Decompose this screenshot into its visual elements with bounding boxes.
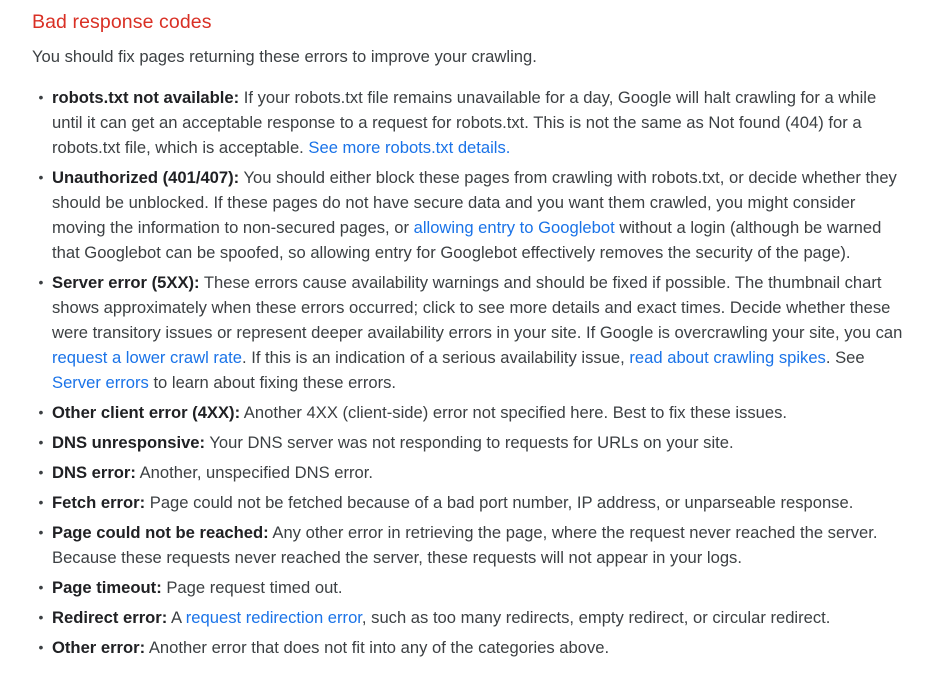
bullet-icon: • (38, 609, 44, 625)
list-item-other-error (38, 635, 916, 660)
item-text: These errors cause availability warnings and should be fixed if possible. The thumbnail chart shows approximately when these errors occurred; click to see more details and exact times. Decide whether these were transitory issues or represent deeper availability errors in your site. If Google is overcrawling your site, you can (52, 273, 903, 342)
link-request-redirection-error[interactable]: request redirection error (185, 608, 362, 627)
list-item-redirect-error (38, 605, 916, 630)
list-item-fetch-error (38, 490, 916, 515)
item-text: A (167, 608, 186, 627)
item-term: Unauthorized (401/407): (52, 168, 240, 187)
bullet-icon: • (38, 464, 44, 480)
item-term: Other client error (4XX): (52, 403, 241, 422)
item-term: Other error: (52, 638, 146, 657)
item-text: Your DNS server was not responding to requests for URLs on your site. (205, 433, 734, 452)
item-text: to learn about fixing these errors. (148, 373, 397, 392)
item-text: , such as too many redirects, empty redirect, or circular redirect. (361, 608, 831, 627)
item-text: . See (825, 348, 865, 367)
item-text: Page could not be fetched because of a bad port number, IP address, or unparseable response. (145, 493, 854, 512)
list-item-robots-txt (38, 85, 916, 160)
item-text: Another 4XX (client-side) error not specified here. Best to fix these issues. (240, 403, 788, 422)
bullet-icon: • (38, 169, 44, 185)
list-item-dns-unresponsive (38, 430, 916, 455)
bullet-icon: • (38, 89, 44, 105)
item-term: robots.txt not available: (52, 88, 240, 107)
bullet-icon: • (38, 404, 44, 420)
list-item-page-timeout (38, 575, 916, 600)
bullet-icon: • (38, 579, 44, 595)
link-robots-txt-details[interactable]: See more robots.txt details. (308, 138, 511, 157)
list-item-dns-error (38, 460, 916, 485)
item-text: You should either block these pages from crawling with robots.txt, or decide whether they should be unblocked. If these pages do not have secure data and you want them crawled, you might consider moving the information to non-secured pages, or (52, 168, 897, 237)
item-term: Redirect error: (52, 608, 168, 627)
bullet-icon: • (38, 494, 44, 510)
link-allowing-entry-googlebot[interactable]: allowing entry to Googlebot (413, 218, 615, 237)
item-text: Any other error in retrieving the page, where the request never reached the server. Because these requests never reached the server, these requests will not appear in your logs. (52, 523, 878, 567)
item-text: If your robots.txt file remains unavailable for a day, Google will halt crawling for a while until it can get an acceptable response to a request for robots.txt. This is not the same as Not found (404) for a robots.txt file, which is acceptable. (52, 88, 877, 157)
list-item-other-client-error (38, 400, 916, 425)
intro-paragraph: You should fix pages returning these errors to improve your crawling. (32, 47, 537, 66)
list-item-unauthorized (38, 165, 916, 265)
link-lower-crawl-rate[interactable]: request a lower crawl rate (52, 348, 242, 367)
link-server-errors[interactable]: Server errors (52, 373, 149, 392)
item-term: Server error (5XX): (52, 273, 200, 292)
list-item-server-error (38, 270, 916, 395)
item-term: Page could not be reached: (52, 523, 269, 542)
bullet-icon: • (38, 524, 44, 540)
bullet-icon: • (38, 639, 44, 655)
item-text: . If this is an indication of a serious availability issue, (242, 348, 630, 367)
link-crawling-spikes[interactable]: read about crawling spikes (629, 348, 826, 367)
error-list (32, 85, 916, 660)
bullet-icon: • (38, 274, 44, 290)
item-term: DNS unresponsive: (52, 433, 206, 452)
bullet-icon: • (38, 434, 44, 450)
section-title: Bad response codes (32, 11, 212, 33)
item-text: Page request timed out. (161, 578, 343, 597)
item-term: Fetch error: (52, 493, 146, 512)
item-text: Another error that does not fit into any of the categories above. (145, 638, 610, 657)
item-term: Page timeout: (52, 578, 162, 597)
list-item-page-not-reached (38, 520, 916, 570)
item-text: Another, unspecified DNS error. (135, 463, 373, 482)
item-term: DNS error: (52, 463, 136, 482)
item-text: without a login (although be warned that Googlebot can be spoofed, so allowing entry for Googlebot effectively removes the security of the page). (52, 218, 882, 262)
